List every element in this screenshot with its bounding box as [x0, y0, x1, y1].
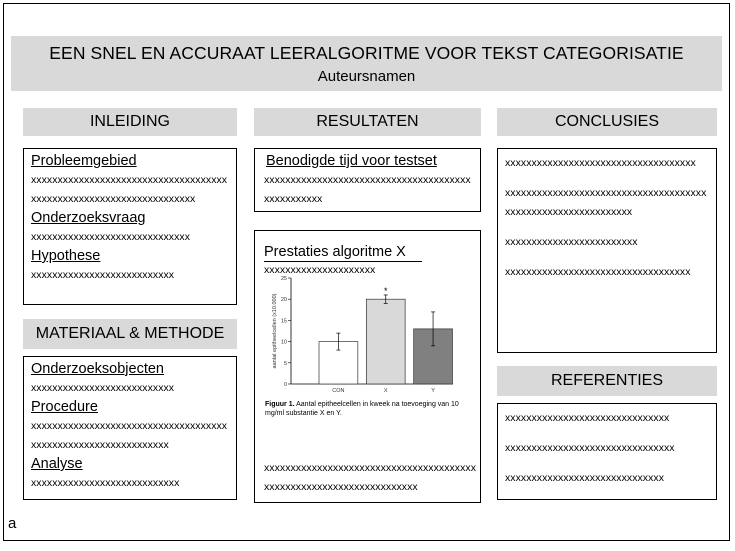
x-tick-label-y: Y	[431, 388, 435, 394]
tijd-box	[254, 148, 481, 212]
tijd-label: Benodigde tijd voor testset	[266, 153, 437, 169]
bar-x	[366, 299, 405, 384]
figure-caption-text: Aantal epitheelcellen in kweek na toevoeging van 10 mg/ml substantie X en Y.	[265, 401, 459, 417]
resultaten-heading: RESULTATEN	[254, 108, 481, 136]
significance-mark-x: *	[383, 285, 388, 296]
procedure-text: xxxxxxxxxxxxxxxxxxxxxxxxxxxxxxxxxxxxxxxxxxxxxxxxxxxxxxxxxxxxxxx	[31, 420, 228, 451]
conclusie-paragraph-1: xxxxxxxxxxxxxxxxxxxxxxxxxxxxxxxxxxxx	[505, 157, 696, 169]
referentie-1: xxxxxxxxxxxxxxxxxxxxxxxxxxxxxxx	[505, 412, 670, 424]
conclusies-heading: CONCLUSIES	[497, 108, 717, 136]
materiaal-heading: MATERIAAL & METHODE	[23, 319, 237, 349]
probleemgebied-label: Probleemgebied	[31, 153, 137, 169]
hypothese-label: Hypothese	[31, 248, 101, 264]
y-axis-label: aantal epitheelcellen (x10.000)	[272, 293, 278, 369]
conclusies-box	[497, 148, 717, 353]
onderzoeksobjecten-text: xxxxxxxxxxxxxxxxxxxxxxxxxxx	[31, 382, 175, 394]
onderzoeksvraag-text: xxxxxxxxxxxxxxxxxxxxxxxxxxxxxx	[31, 231, 190, 243]
poster-authors: Auteursnamen	[317, 68, 416, 85]
referentie-3: xxxxxxxxxxxxxxxxxxxxxxxxxxxxxx	[505, 472, 664, 484]
conclusie-paragraph-3: xxxxxxxxxxxxxxxxxxxxxxxxx	[505, 236, 638, 248]
conclusie-paragraph-2: xxxxxxxxxxxxxxxxxxxxxxxxxxxxxxxxxxxxxxxxxxxxxxxxxxxxxxxxxxxxxx	[505, 187, 707, 218]
x-tick-label-con: CON	[332, 388, 345, 394]
y-tick-label: 20	[280, 297, 287, 304]
conclusie-paragraph-4: xxxxxxxxxxxxxxxxxxxxxxxxxxxxxxxxxxx	[505, 266, 691, 278]
analyse-label: Analyse	[31, 456, 83, 472]
onderzoeksvraag-label: Onderzoeksvraag	[31, 210, 146, 226]
poster-title: EEN SNEL EN ACCURAAT LEERALGORITME VOOR TEKST CATEGORISATIE	[49, 43, 684, 63]
y-tick-label: 0	[283, 382, 287, 388]
onderzoeksobjecten-label: Onderzoeksobjecten	[31, 361, 164, 377]
referentie-2: xxxxxxxxxxxxxxxxxxxxxxxxxxxxxxxx	[505, 442, 675, 454]
hypothese-text: xxxxxxxxxxxxxxxxxxxxxxxxxxx	[31, 269, 175, 281]
tijd-text: xxxxxxxxxxxxxxxxxxxxxxxxxxxxxxxxxxxxxxxxxxxxxxxxxx	[264, 174, 471, 205]
referenties-box	[497, 403, 717, 500]
corner-label: a	[8, 515, 17, 532]
procedure-label: Procedure	[31, 399, 98, 415]
poster-banner	[11, 36, 722, 91]
figure-caption-bold: Figuur 1.	[265, 401, 295, 408]
x-tick-label-x: X	[383, 388, 388, 394]
figure-caption	[265, 400, 470, 418]
y-tick-label: 15	[280, 318, 287, 325]
y-tick-label: 5	[283, 360, 287, 367]
analyse-text: xxxxxxxxxxxxxxxxxxxxxxxxxxxx	[31, 477, 180, 489]
inleiding-heading: INLEIDING	[23, 108, 237, 136]
prestaties-text: xxxxxxxxxxxxxxxxxxxxx	[264, 264, 376, 276]
inleiding-box	[23, 148, 237, 305]
materiaal-box	[23, 356, 237, 500]
referenties-heading: REFERENTIES	[497, 366, 717, 396]
prestaties-bottom-text: xxxxxxxxxxxxxxxxxxxxxxxxxxxxxxxxxxxxxxxxxxxxxxxxxxxxxxxxxxxxxxxxxxxxx	[264, 462, 476, 493]
y-tick-label: 25	[280, 276, 287, 282]
probleemgebied-text: xxxxxxxxxxxxxxxxxxxxxxxxxxxxxxxxxxxxxxxxxxxxxxxxxxxxxxxxxxxxxxxxxxxx	[31, 174, 228, 205]
y-tick-label: 10	[280, 339, 287, 346]
prestaties-label: Prestaties algoritme X	[264, 243, 422, 262]
